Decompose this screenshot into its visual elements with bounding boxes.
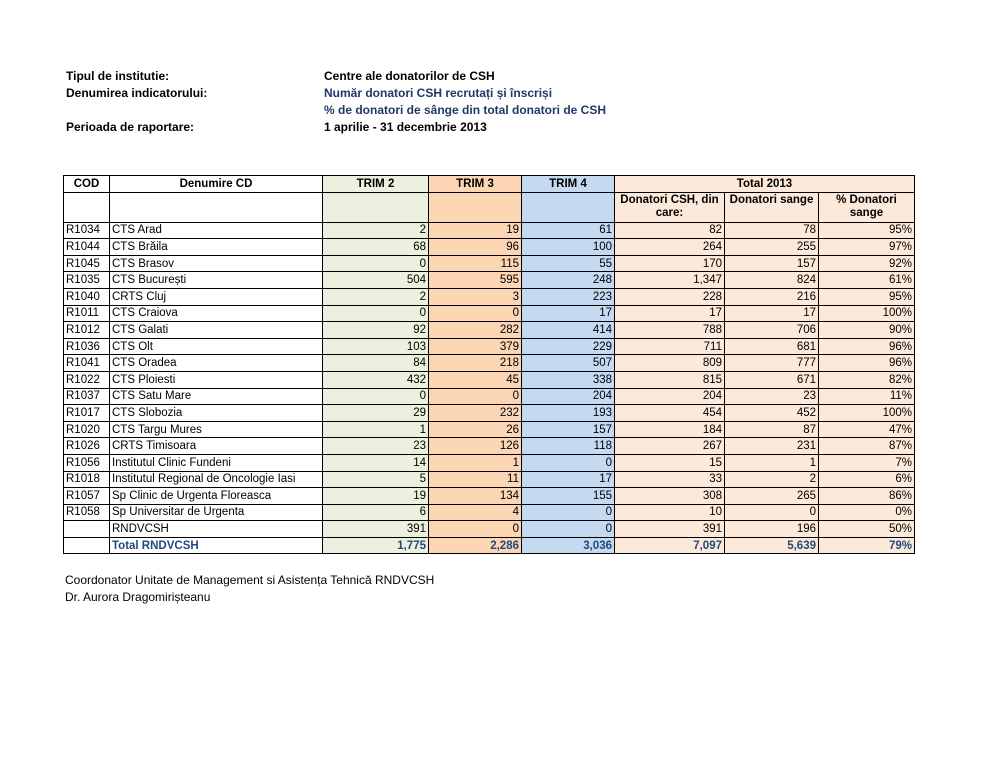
- cell-name: CTS București: [110, 272, 323, 289]
- cell-trim3: 134: [429, 488, 522, 505]
- cell-cod: R1011: [64, 305, 110, 322]
- cell-donors-csh: 33: [615, 471, 725, 488]
- cell-trim2: 2: [323, 222, 429, 239]
- cell-donors-csh: 815: [615, 371, 725, 388]
- cell-blood-donors: 87: [725, 421, 819, 438]
- cell-trim4: 414: [522, 322, 615, 339]
- table-row: [64, 288, 915, 305]
- cell-name: CTS Craiova: [110, 305, 323, 322]
- cell-trim3: 26: [429, 421, 522, 438]
- cell-trim4: 223: [522, 288, 615, 305]
- indicator-row: [66, 85, 686, 102]
- cell-blood-donors: 231: [725, 438, 819, 455]
- table-row: [64, 388, 915, 405]
- period-row: [66, 119, 686, 136]
- cell-trim2: 68: [323, 239, 429, 256]
- coordinator-line: Coordonator Unitate de Management si Asistența Tehnică RNDVCSH: [65, 573, 435, 587]
- cell-name: RNDVCSH: [110, 521, 323, 538]
- table-row: [64, 421, 915, 438]
- cell-trim4: 193: [522, 405, 615, 422]
- cell-donors-csh: 10: [615, 504, 725, 521]
- cell-trim3: 96: [429, 239, 522, 256]
- cell-donors-csh: 228: [615, 288, 725, 305]
- cell-pct-blood: 100%: [819, 405, 915, 422]
- cell-trim4: 204: [522, 388, 615, 405]
- cell-blood-donors: 0: [725, 504, 819, 521]
- footer: [65, 572, 434, 606]
- cell-donors-csh: 1,347: [615, 272, 725, 289]
- cell-donors-csh: 809: [615, 355, 725, 372]
- indicator-row-2: [66, 102, 686, 119]
- cell-donors-csh: 15: [615, 454, 725, 471]
- cell-trim4: 100: [522, 239, 615, 256]
- cell-trim2: 92: [323, 322, 429, 339]
- institution-label: Tipul de institutie:: [66, 69, 170, 83]
- cell-trim3: 3: [429, 288, 522, 305]
- cell-blood-donors: 671: [725, 371, 819, 388]
- col-donors-csh: Donatori CSH, din care:: [615, 192, 725, 222]
- cell-trim3: 126: [429, 438, 522, 455]
- cell-trim2: 1,775: [323, 537, 429, 554]
- cell-trim3: 0: [429, 388, 522, 405]
- cell-cod: R1012: [64, 322, 110, 339]
- cell-trim3: 4: [429, 504, 522, 521]
- subheader-row: [64, 192, 915, 222]
- cell-trim4: 17: [522, 305, 615, 322]
- cell-cod: [64, 521, 110, 538]
- cell-name: CTS Targu Mures: [110, 421, 323, 438]
- cell-donors-csh: 308: [615, 488, 725, 505]
- cell-trim4: 155: [522, 488, 615, 505]
- cell-blood-donors: 5,639: [725, 537, 819, 554]
- table-body: [64, 222, 915, 554]
- cell-blood-donors: 157: [725, 255, 819, 272]
- cell-trim4: 55: [522, 255, 615, 272]
- sub-trim4: [522, 192, 615, 222]
- table-row: [64, 222, 915, 239]
- cell-blood-donors: 1: [725, 454, 819, 471]
- cell-trim2: 14: [323, 454, 429, 471]
- cell-trim4: 17: [522, 471, 615, 488]
- cell-name: CRTS Cluj: [110, 288, 323, 305]
- cell-name: Sp Universitar de Urgenta: [110, 504, 323, 521]
- cell-cod: R1036: [64, 338, 110, 355]
- cell-name: CTS Galati: [110, 322, 323, 339]
- cell-pct-blood: 97%: [819, 239, 915, 256]
- cell-name: CTS Satu Mare: [110, 388, 323, 405]
- cell-blood-donors: 265: [725, 488, 819, 505]
- col-trim2: TRIM 2: [323, 176, 429, 193]
- table-row: [64, 322, 915, 339]
- cell-trim2: 84: [323, 355, 429, 372]
- cell-pct-blood: 82%: [819, 371, 915, 388]
- cell-trim4: 229: [522, 338, 615, 355]
- cell-trim2: 103: [323, 338, 429, 355]
- cell-blood-donors: 777: [725, 355, 819, 372]
- cell-pct-blood: 47%: [819, 421, 915, 438]
- cell-blood-donors: 255: [725, 239, 819, 256]
- cell-name: CTS Oradea: [110, 355, 323, 372]
- cell-trim2: 391: [323, 521, 429, 538]
- cell-trim3: 19: [429, 222, 522, 239]
- table-row: [64, 471, 915, 488]
- indicator-label: Denumirea indicatorului:: [66, 86, 208, 100]
- table-row: [64, 338, 915, 355]
- cell-blood-donors: 452: [725, 405, 819, 422]
- cell-trim4: 0: [522, 521, 615, 538]
- period-label: Perioada de raportare:: [66, 120, 195, 134]
- cell-blood-donors: 17: [725, 305, 819, 322]
- cell-pct-blood: 61%: [819, 272, 915, 289]
- cell-name: Total RNDVCSH: [110, 537, 323, 554]
- cell-trim2: 2: [323, 288, 429, 305]
- cell-trim4: 0: [522, 454, 615, 471]
- cell-cod: R1026: [64, 438, 110, 455]
- table-row: [64, 405, 915, 422]
- cell-donors-csh: 391: [615, 521, 725, 538]
- cell-pct-blood: 79%: [819, 537, 915, 554]
- cell-cod: R1057: [64, 488, 110, 505]
- cell-blood-donors: 706: [725, 322, 819, 339]
- indicator-value-1: Număr donatori CSH recrutați și înscriși: [324, 86, 553, 100]
- cell-blood-donors: 216: [725, 288, 819, 305]
- cell-cod: R1037: [64, 388, 110, 405]
- cell-trim2: 1: [323, 421, 429, 438]
- cell-trim2: 23: [323, 438, 429, 455]
- cell-trim2: 0: [323, 388, 429, 405]
- cell-blood-donors: 824: [725, 272, 819, 289]
- cell-trim4: 157: [522, 421, 615, 438]
- cell-cod: R1058: [64, 504, 110, 521]
- cell-donors-csh: 82: [615, 222, 725, 239]
- cell-blood-donors: 681: [725, 338, 819, 355]
- cell-pct-blood: 6%: [819, 471, 915, 488]
- cell-name: Institutul Clinic Fundeni: [110, 454, 323, 471]
- table-row: [64, 504, 915, 521]
- cell-donors-csh: 711: [615, 338, 725, 355]
- cell-cod: R1022: [64, 371, 110, 388]
- cell-donors-csh: 17: [615, 305, 725, 322]
- cell-trim2: 504: [323, 272, 429, 289]
- report-header: [66, 68, 686, 136]
- cell-pct-blood: 100%: [819, 305, 915, 322]
- table-row: [64, 272, 915, 289]
- cell-blood-donors: 23: [725, 388, 819, 405]
- header-row: [64, 176, 915, 193]
- cell-trim3: 218: [429, 355, 522, 372]
- cell-pct-blood: 95%: [819, 222, 915, 239]
- cell-pct-blood: 7%: [819, 454, 915, 471]
- signature-name: Dr. Aurora Dragomirișteanu: [65, 590, 211, 604]
- period-value: 1 aprilie - 31 decembrie 2013: [324, 120, 487, 134]
- table-row: [64, 255, 915, 272]
- col-total-2013: Total 2013: [615, 176, 915, 193]
- col-blood-donors: Donatori sange: [725, 192, 819, 222]
- sub-name: [110, 192, 323, 222]
- cell-pct-blood: 87%: [819, 438, 915, 455]
- table-row: [64, 371, 915, 388]
- table-row: [64, 454, 915, 471]
- cell-donors-csh: 267: [615, 438, 725, 455]
- col-trim3: TRIM 3: [429, 176, 522, 193]
- indicator-value-2: % de donatori de sânge din total donatori de CSH: [324, 103, 607, 117]
- cell-trim3: 0: [429, 521, 522, 538]
- cell-cod: R1056: [64, 454, 110, 471]
- cell-trim2: 0: [323, 255, 429, 272]
- donors-table: [63, 175, 915, 554]
- cell-trim3: 115: [429, 255, 522, 272]
- sub-trim3: [429, 192, 522, 222]
- cell-name: CTS Arad: [110, 222, 323, 239]
- cell-pct-blood: 50%: [819, 521, 915, 538]
- cell-donors-csh: 184: [615, 421, 725, 438]
- cell-cod: R1020: [64, 421, 110, 438]
- cell-name: CRTS Timisoara: [110, 438, 323, 455]
- cell-trim4: 248: [522, 272, 615, 289]
- cell-cod: R1041: [64, 355, 110, 372]
- cell-donors-csh: 170: [615, 255, 725, 272]
- cell-pct-blood: 86%: [819, 488, 915, 505]
- cell-trim2: 5: [323, 471, 429, 488]
- sub-cod: [64, 192, 110, 222]
- cell-trim4: 3,036: [522, 537, 615, 554]
- cell-trim3: 2,286: [429, 537, 522, 554]
- cell-blood-donors: 2: [725, 471, 819, 488]
- table-row: [64, 239, 915, 256]
- cell-blood-donors: 196: [725, 521, 819, 538]
- table-row: [64, 305, 915, 322]
- cell-cod: R1017: [64, 405, 110, 422]
- cell-trim4: 0: [522, 504, 615, 521]
- cell-name: CTS Slobozia: [110, 405, 323, 422]
- cell-trim2: 29: [323, 405, 429, 422]
- cell-name: CTS Ploiesti: [110, 371, 323, 388]
- cell-donors-csh: 788: [615, 322, 725, 339]
- cell-donors-csh: 454: [615, 405, 725, 422]
- table-row: [64, 488, 915, 505]
- cell-trim4: 507: [522, 355, 615, 372]
- cell-name: Institutul Regional de Oncologie Iasi: [110, 471, 323, 488]
- cell-trim2: 0: [323, 305, 429, 322]
- cell-pct-blood: 0%: [819, 504, 915, 521]
- cell-trim2: 432: [323, 371, 429, 388]
- cell-trim2: 6: [323, 504, 429, 521]
- table-row: [64, 438, 915, 455]
- cell-trim4: 61: [522, 222, 615, 239]
- cell-name: CTS Brasov: [110, 255, 323, 272]
- cell-name: Sp Clinic de Urgenta Floreasca: [110, 488, 323, 505]
- cell-donors-csh: 7,097: [615, 537, 725, 554]
- cell-trim3: 0: [429, 305, 522, 322]
- cell-trim3: 595: [429, 272, 522, 289]
- cell-name: CTS Olt: [110, 338, 323, 355]
- table-row: [64, 521, 915, 538]
- cell-trim2: 19: [323, 488, 429, 505]
- cell-trim3: 1: [429, 454, 522, 471]
- cell-donors-csh: 204: [615, 388, 725, 405]
- cell-trim4: 118: [522, 438, 615, 455]
- col-trim4: TRIM 4: [522, 176, 615, 193]
- col-pct-blood: % Donatori sange: [819, 192, 915, 222]
- institution-row: [66, 68, 686, 85]
- cell-trim3: 379: [429, 338, 522, 355]
- cell-cod: R1035: [64, 272, 110, 289]
- cell-cod: R1034: [64, 222, 110, 239]
- cell-pct-blood: 92%: [819, 255, 915, 272]
- cell-cod: R1044: [64, 239, 110, 256]
- cell-cod: R1045: [64, 255, 110, 272]
- cell-cod: R1018: [64, 471, 110, 488]
- cell-blood-donors: 78: [725, 222, 819, 239]
- cell-pct-blood: 95%: [819, 288, 915, 305]
- cell-cod: R1040: [64, 288, 110, 305]
- cell-trim3: 11: [429, 471, 522, 488]
- cell-trim3: 282: [429, 322, 522, 339]
- cell-pct-blood: 90%: [819, 322, 915, 339]
- institution-value: Centre ale donatorilor de CSH: [324, 69, 495, 83]
- cell-cod: [64, 537, 110, 554]
- total-row: [64, 537, 915, 554]
- cell-pct-blood: 96%: [819, 338, 915, 355]
- table-row: [64, 355, 915, 372]
- cell-pct-blood: 96%: [819, 355, 915, 372]
- col-name: Denumire CD: [110, 176, 323, 193]
- cell-trim3: 232: [429, 405, 522, 422]
- sub-trim2: [323, 192, 429, 222]
- cell-trim3: 45: [429, 371, 522, 388]
- col-cod: COD: [64, 176, 110, 193]
- cell-pct-blood: 11%: [819, 388, 915, 405]
- cell-trim4: 338: [522, 371, 615, 388]
- cell-donors-csh: 264: [615, 239, 725, 256]
- cell-name: CTS Brăila: [110, 239, 323, 256]
